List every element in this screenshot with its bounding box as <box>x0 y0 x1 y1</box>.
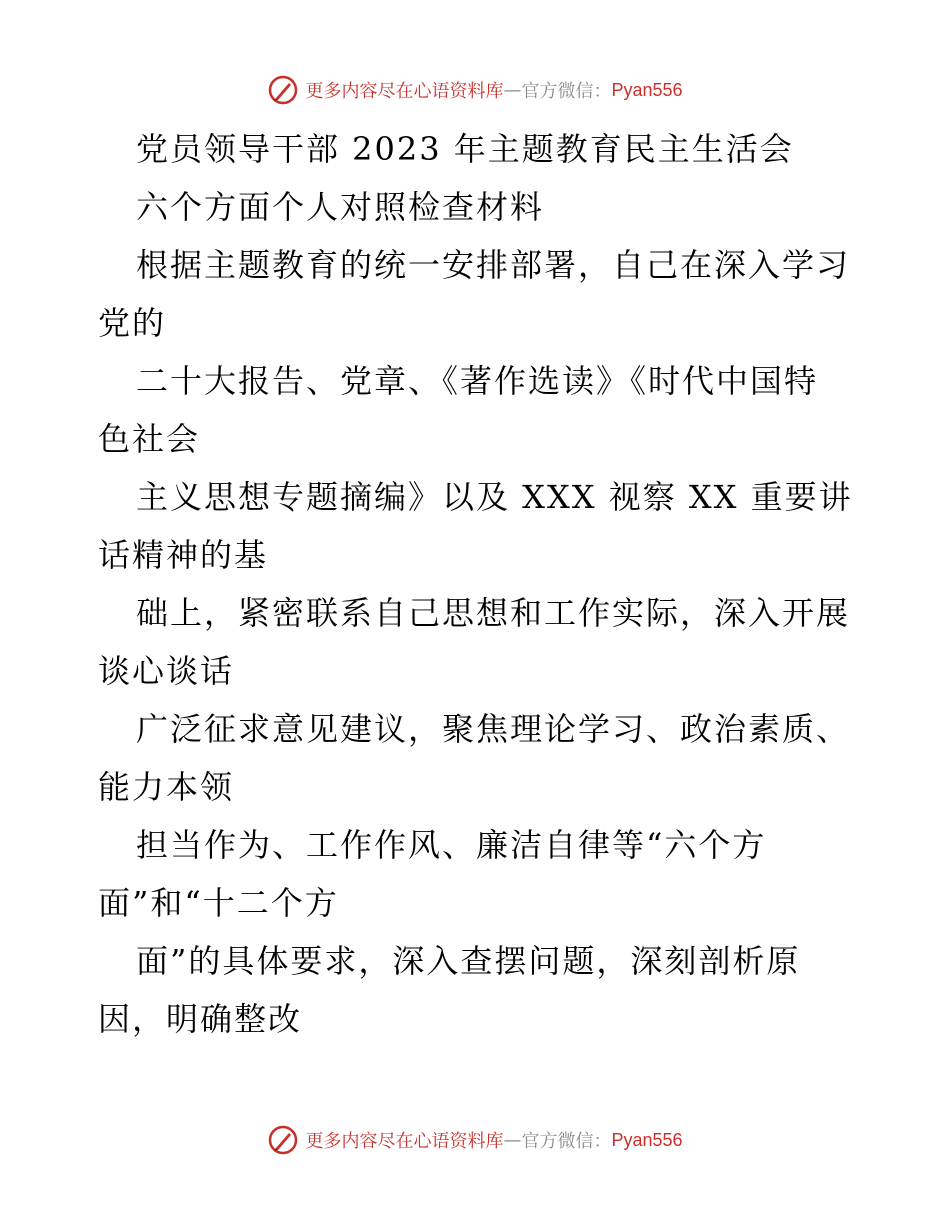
watermark-dash: — <box>503 1129 522 1151</box>
paragraph-line: 根据主题教育的统一安排部署，自己在深入学习 <box>136 246 851 284</box>
watermark-official-label: 官方微信： <box>521 1131 612 1152</box>
paragraph-line: 话精神的基 <box>98 536 269 574</box>
quill-pen-logo-icon <box>267 1124 299 1156</box>
paragraph-line: 因，明确整改 <box>98 1000 303 1038</box>
paragraph-line: 面”和“十二个方 <box>98 884 339 922</box>
document-title-line-2: 六个方面个人对照检查材料 <box>136 188 545 226</box>
footer-watermark <box>0 1120 950 1160</box>
watermark-site-text: 更多内容尽在心语资料库 <box>305 81 504 102</box>
paragraph-line: 础上，紧密联系自己思想和工作实际，深入开展 <box>136 594 851 632</box>
document-title-line-1: 党员领导干部 2023 年主题教育民主生活会 <box>136 130 794 168</box>
watermark-dash: — <box>503 79 522 101</box>
paragraph-line: 二十大报告、党章、《著作选读》《时代中国特 <box>136 362 819 400</box>
paragraph-line: 党的 <box>98 304 167 342</box>
quill-pen-logo-icon <box>267 74 299 106</box>
watermark-wechat-id: Pyan556 <box>611 79 683 100</box>
watermark-wechat-id: Pyan556 <box>611 1129 683 1150</box>
paragraph-line: 面”的具体要求，深入查摆问题，深刻剖析原 <box>136 942 801 980</box>
paragraph-line: 谈心谈话 <box>98 652 235 690</box>
header-watermark <box>0 70 950 110</box>
paragraph-line: 能力本领 <box>98 768 235 806</box>
paragraph-line: 色社会 <box>98 420 201 458</box>
document-body <box>98 120 858 1048</box>
watermark-site-text: 更多内容尽在心语资料库 <box>305 1131 504 1152</box>
paragraph-line: 担当作为、工作作风、廉洁自律等“六个方 <box>136 826 767 864</box>
paragraph-line: 主义思想专题摘编》以及 XXX 视察 XX 重要讲 <box>136 478 853 516</box>
paragraph-line: 广泛征求意见建议，聚焦理论学习、政治素质、 <box>136 710 851 748</box>
watermark-official-label: 官方微信： <box>521 81 612 102</box>
